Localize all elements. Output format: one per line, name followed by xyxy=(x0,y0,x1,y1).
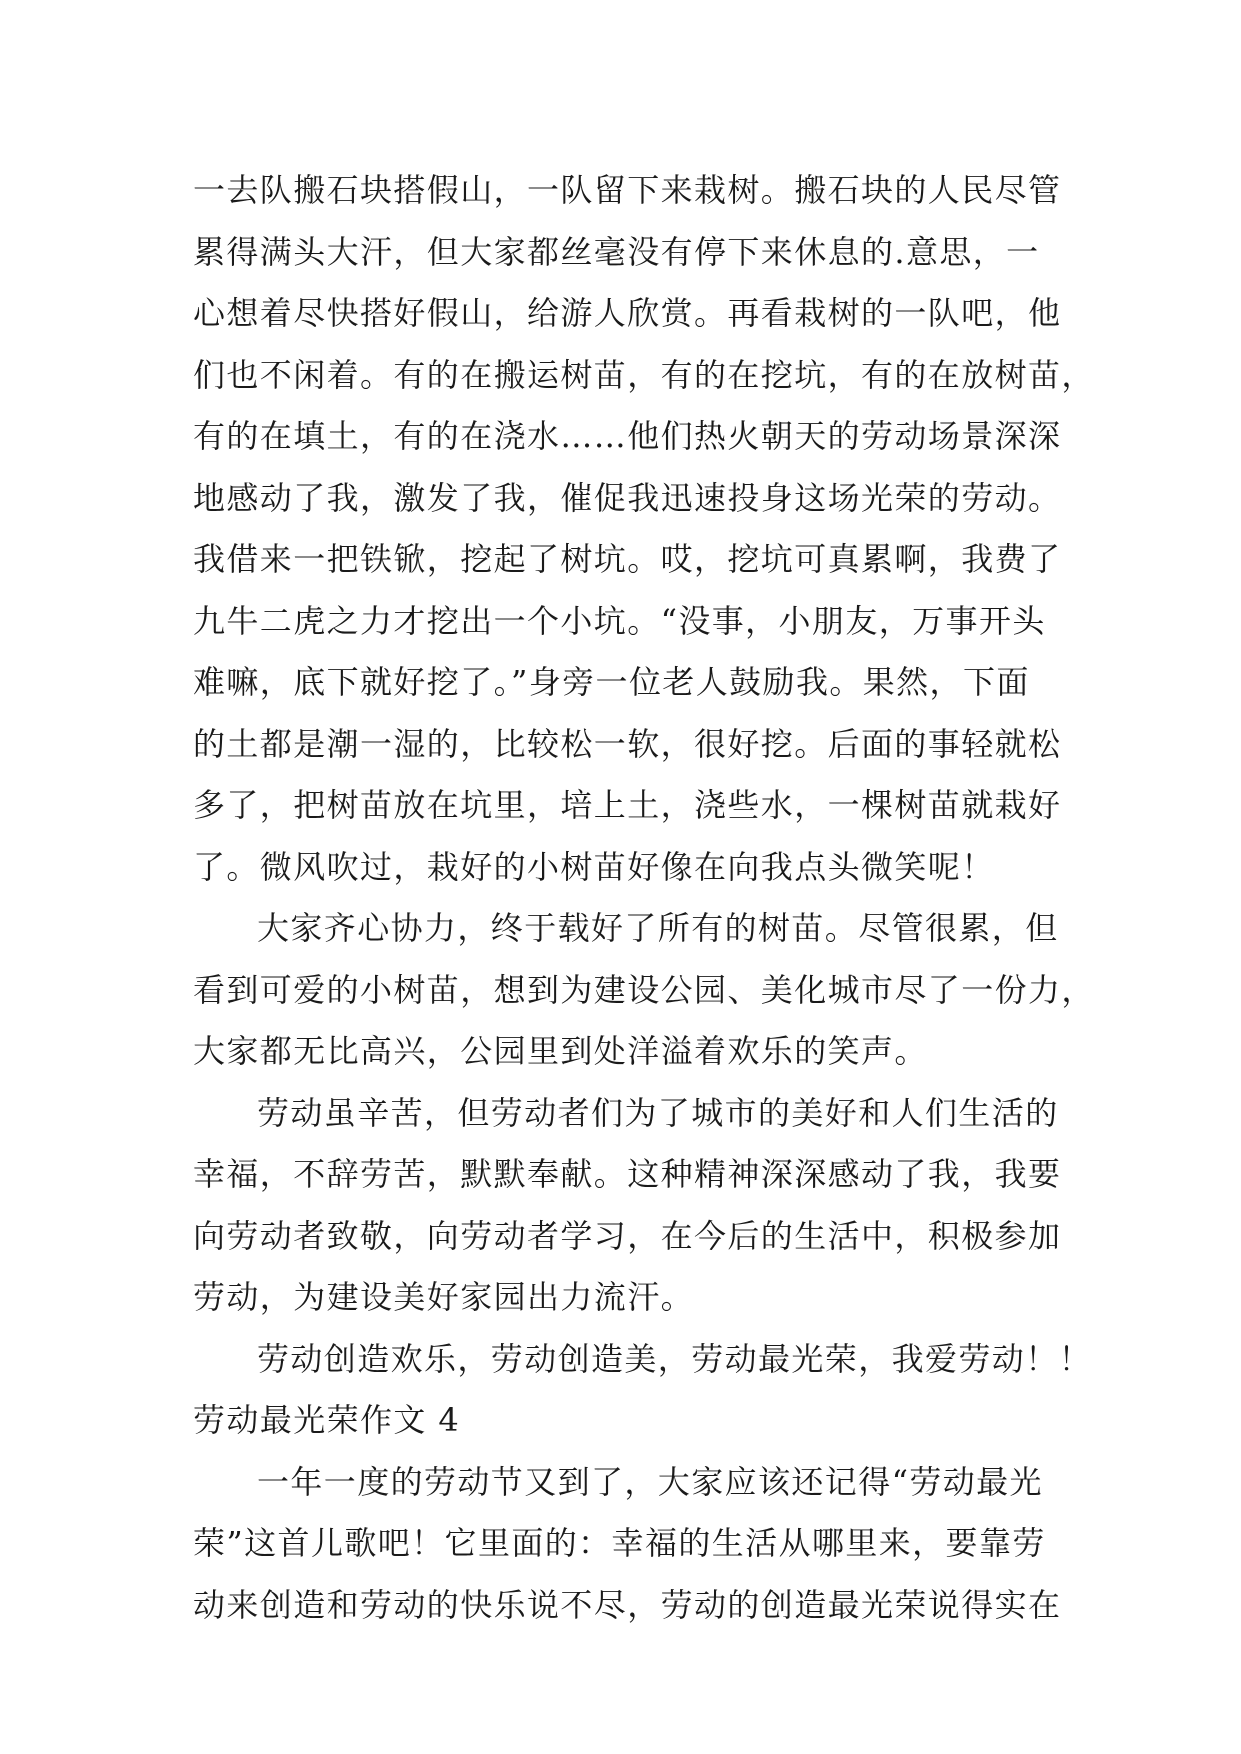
text-line: 动来创造和劳动的快乐说不尽，劳动的创造最光荣说得实在 xyxy=(193,1585,1062,1624)
text-line: 幸福，不辞劳苦，默默奉献。这种精神深深感动了我，我要 xyxy=(193,1155,1062,1193)
text-line: 多了，把树苗放在坑里，培上土，浇些水，一棵树苗就栽好 xyxy=(193,786,1062,824)
section-heading: 劳动最光荣作文 4 xyxy=(193,1401,461,1439)
text-line: 地感动了我，激发了我，催促我迅速投身这场光荣的劳动。 xyxy=(193,478,1062,517)
paragraph-first-line: 大家齐心协力，终于载好了所有的树苗。尽管很累，但 xyxy=(257,909,1059,947)
text-line: 有的在填土，有的在浇水……他们热火朝天的劳动场景深深 xyxy=(193,417,1062,455)
text-line: 累得满头大汗，但大家都丝毫没有停下来休息的.意思，一 xyxy=(193,232,1040,271)
text-line: 的土都是潮一湿的，比较松一软，很好挖。后面的事轻就松 xyxy=(193,724,1062,763)
text-line: 我借来一把铁锨，挖起了树坑。哎，挖坑可真累啊，我费了 xyxy=(193,540,1062,578)
text-line: 看到可爱的小树苗，想到为建设公园、美化城市尽了一份力， xyxy=(193,970,1095,1009)
paragraph-first-line: 劳动虽辛苦，但劳动者们为了城市的美好和人们生活的 xyxy=(257,1093,1059,1132)
text-line: 劳动，为建设美好家园出力流汗。 xyxy=(193,1278,695,1316)
text-line: 荣”这首儿歌吧！它里面的：幸福的生活从哪里来，要靠劳 xyxy=(193,1524,1046,1562)
text-line: 一去队搬石块搭假山，一队留下来栽树。搬石块的人民尽管 xyxy=(193,171,1062,209)
text-line: 大家都无比高兴，公园里到处洋溢着欢乐的笑声。 xyxy=(193,1032,928,1070)
text-line: 九牛二虎之力才挖出一个小坑。“没事，小朋友，万事开头 xyxy=(193,601,1046,640)
text-line: 向劳动者致敬，向劳动者学习，在今后的生活中，积极参加 xyxy=(193,1216,1062,1255)
paragraph-first-line: 一年一度的劳动节又到了，大家应该还记得“劳动最光 xyxy=(257,1462,1043,1501)
text-line: 们也不闲着。有的在搬运树苗，有的在挖坑，有的在放树苗， xyxy=(193,355,1095,394)
paragraph-first-line: 劳动创造欢乐，劳动创造美，劳动最光荣，我爱劳动！！ xyxy=(257,1339,1093,1378)
text-line: 了。微风吹过，栽好的小树苗好像在向我点头微笑呢！ xyxy=(193,847,995,886)
text-line: 难嘛，底下就好挖了。”身旁一位老人鼓励我。果然，下面 xyxy=(193,663,1030,701)
document-page xyxy=(193,160,1095,1636)
text-line: 心想着尽快搭好假山，给游人欣赏。再看栽树的一队吧，他 xyxy=(193,294,1062,332)
